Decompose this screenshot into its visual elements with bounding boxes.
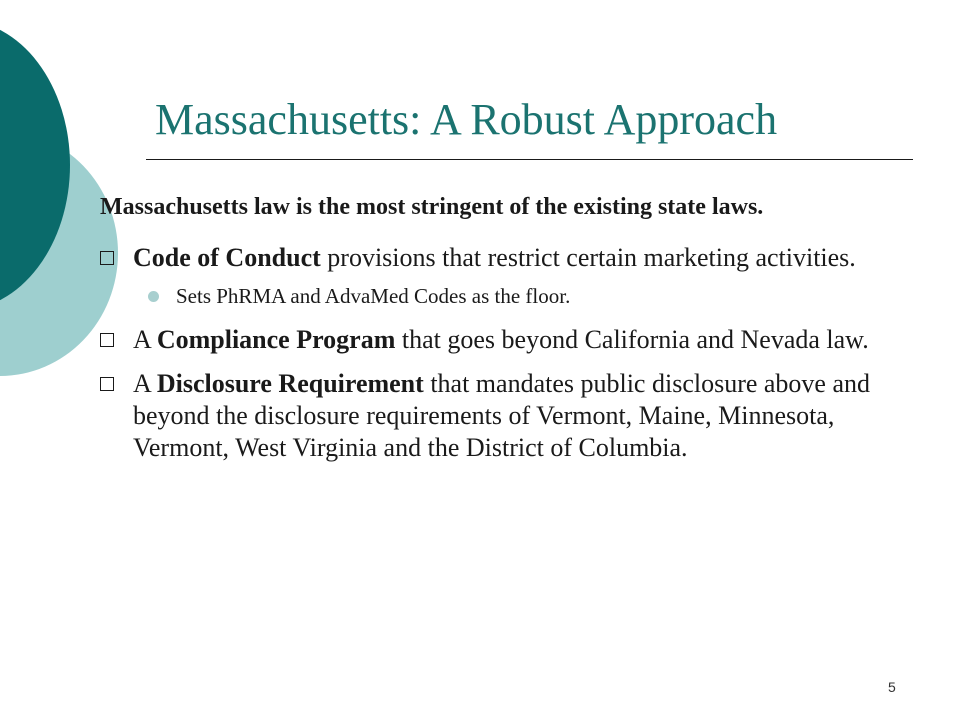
bullet-text: that goes beyond California and Nevada law.	[395, 325, 869, 354]
hollow-square-bullet-icon	[100, 377, 114, 391]
filled-circle-bullet-icon	[148, 291, 159, 302]
title-divider	[146, 159, 913, 160]
bullet-bold-term: Code of Conduct	[133, 243, 321, 272]
bullet-item-code-of-conduct	[100, 242, 910, 274]
lead-paragraph: Massachusetts law is the most stringent of the existing state laws.	[100, 194, 764, 220]
slide-body	[100, 186, 910, 464]
page-number: 5	[888, 679, 896, 695]
bullet-item-compliance-program	[100, 324, 910, 356]
bullet-bold-term: Compliance Program	[156, 325, 396, 354]
spacer	[100, 356, 910, 368]
bullet-text: that mandates public disclosure above and beyond the disclosure requirements of Vermont, Maine, Minnesota, Vermont, West Virginia and the District of Columbia.	[133, 369, 871, 462]
sub-bullet-text: Sets PhRMA and AdvaMed Codes as the floor.	[176, 284, 571, 308]
slide-title: Massachusetts: A Robust Approach	[155, 95, 778, 144]
bullet-item-disclosure-requirement	[100, 368, 910, 464]
hollow-square-bullet-icon	[100, 333, 114, 347]
sub-bullet-item	[100, 282, 910, 310]
bullet-bold-term: Disclosure Requirement	[156, 369, 424, 398]
hollow-square-bullet-icon	[100, 251, 114, 265]
bullet-prefix: A	[133, 325, 157, 354]
bullet-prefix: A	[133, 369, 157, 398]
bullet-text: provisions that restrict certain marketing activities.	[320, 243, 856, 272]
